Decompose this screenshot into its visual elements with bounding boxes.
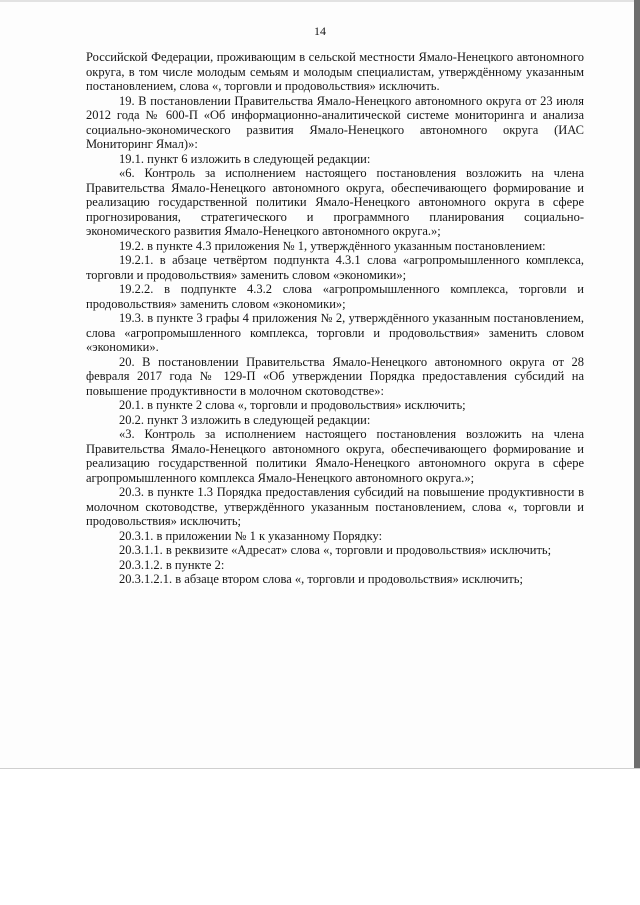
paragraph-20-2-quote: «3. Контроль за исполнением настоящего постановления возложить на члена Правительства Ямало-Ненецкого автономного округа, обеспечивающего формирование и реализацию государственной политики Ямало-Ненецкого автономного округа в сфере агропромышленного комплекса Ямало-Ненецкого автономного округа.»; [86, 427, 584, 485]
paragraph-20-3-1: 20.3.1. в приложении № 1 к указанному Порядку: [119, 528, 383, 543]
paragraph-20-3-1-2-1: 20.3.1.2.1. в абзаце втором слова «, торговли и продовольствия» исключить; [119, 572, 523, 586]
paragraph-19: 19. В постановлении Правительства Ямало-Ненецкого автономного округа от 23 июля 2012 года № 600-П «Об информационно-аналитической системе мониторинга и анализа социально-экономического развития Ямало-Ненецкого автономного округа (ИАС Мониторинг Ямал)»: [86, 93, 584, 151]
scan-top-edge [0, 0, 640, 2]
paragraph-20-1: 20.1. в пункте 2 слова «, торговли и продовольствия» исключить; [119, 398, 466, 412]
paragraph-20-2: 20.2. пункт 3 изложить в следующей редакции: [119, 412, 371, 427]
blank-margin [0, 769, 640, 905]
page-number: 14 [314, 24, 326, 38]
paragraph-19-1-quote: «6. Контроль за исполнением настоящего постановления возложить на члена Правительства Ямало-Ненецкого автономного округа, обеспечивающего формирование и реализацию государственной политики Ямало-Ненецкого автономного округа в сфере прогнозирования, стратегического и программного планирования социально-экономического развития Ямало-Ненецкого автономного округа.»; [86, 166, 584, 238]
paragraph-19-3: 19.3. в пункте 3 графы 4 приложения № 2, утверждённого указанным постановлением, слова «агропромышленного комплекса, торговли и продовольствия» заменить словом «экономики». [86, 311, 584, 354]
paragraph-20-3-1-1: 20.3.1.1. в реквизите «Адресат» слова «, торговли и продовольствия» исключить; [119, 543, 552, 557]
paragraph-19-2-1: 19.2.1. в абзаце четвёртом подпункта 4.3.1 слова «агропромышленного комплекса, торговли и продовольствия» заменить словом «экономики»; [86, 253, 584, 282]
paragraph-19-1: 19.1. пункт 6 изложить в следующей редакции: [119, 151, 371, 166]
document-body [86, 50, 584, 587]
paragraph-20-3: 20.3. в пункте 1.3 Порядка предоставления субсидий на повышение продуктивности в молочном скотоводстве, утверждённого указанным постановлением, слова «, торговли и продовольствия» исключить; [86, 485, 584, 528]
paragraph-continuation: Российской Федерации, проживающим в сельской местности Ямало-Ненецкого автономного округа, в том числе молодым семьям и молодым специалистам, утверждённому указанным постановлением, слова «, торговли и продовольствия» исключить. [86, 50, 584, 93]
scan-right-edge [634, 0, 640, 768]
paragraph-19-2-2: 19.2.2. в подпункте 4.3.2 слова «агропромышленного комплекса, торговли и продовольствия» заменить словом «экономики»; [86, 282, 584, 311]
paragraph-20: 20. В постановлении Правительства Ямало-Ненецкого автономного округа от 28 февраля 2017 года № 129-П «Об утверждении Порядка предоставления субсидий на повышение продуктивности в молочном скотоводстве»: [86, 354, 584, 398]
paragraph-20-3-1-2: 20.3.1.2. в пункте 2: [119, 557, 225, 572]
paragraph-19-2: 19.2. в пункте 4.3 приложения № 1, утверждённого указанным постановлением: [119, 238, 546, 253]
